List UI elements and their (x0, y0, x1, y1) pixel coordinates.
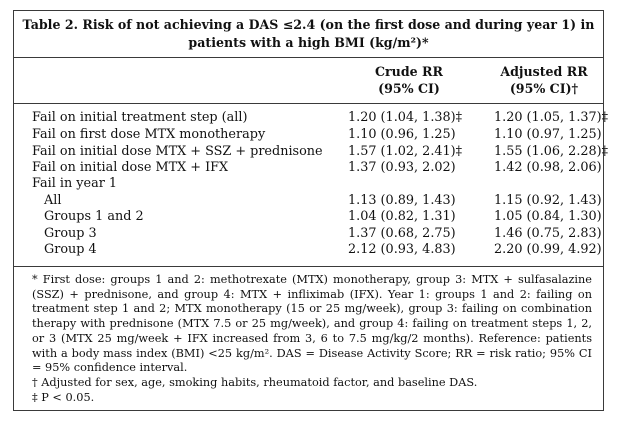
section-label: Fail in year 1 (32, 176, 118, 191)
table-row (14, 225, 603, 242)
title-divider (14, 57, 603, 58)
table-row (14, 159, 603, 176)
crude-rr-cell: 1.57 (1.02, 2.41)‡ (348, 144, 463, 159)
table-row (14, 143, 609, 160)
adjusted-rr-cell: 1.10 (0.97, 1.25) (494, 127, 602, 142)
crude-rr-cell: 1.10 (0.96, 1.25) (348, 127, 456, 142)
row-label: Fail on initial treatment step (all) (32, 110, 248, 125)
column-header-crude (344, 63, 474, 97)
adjusted-rr-cell: 1.46 (0.75, 2.83) (494, 226, 602, 241)
column-header-crude-line-1: Crude RR (375, 64, 443, 79)
table-row (14, 208, 603, 225)
column-header-adjusted (484, 63, 604, 97)
table-row-section (14, 175, 603, 192)
adjusted-rr-cell: 2.20 (0.99, 4.92) (494, 242, 602, 257)
table-row (14, 241, 603, 258)
column-header-crude-line-2: (95% CI) (378, 81, 440, 96)
table-row (14, 192, 603, 209)
table-title (14, 16, 603, 52)
column-header-adjusted-line-2: (95% CI)† (509, 81, 579, 96)
adjusted-rr-cell: 1.05 (0.84, 1.30) (494, 209, 602, 224)
row-label: Fail on initial dose MTX + SSZ + prednisone (32, 144, 323, 159)
table-row (14, 109, 609, 126)
footnote-double-dagger: ‡ P < 0.05. (32, 390, 95, 404)
footnotes (32, 273, 592, 405)
footnote-dagger: † Adjusted for sex, age, smoking habits, rheumatoid factor, and baseline DAS. (32, 375, 478, 389)
footnote-divider (14, 266, 603, 267)
footnote-star: * First dose: groups 1 and 2: methotrexate (MTX) monotherapy, group 3: MTX + sulfasalazine (SSZ) + prednisone, and group 4: MTX + infliximab (IFX). Year 1: groups 1 and 2: failing on treatment step 1 and 2; MTX monotherapy (15 or 25 mg/week), group 3: failing on combination therapy with prednisone (MTX 7.5 or 25 mg/week), and group 4: failing on treatment steps 1, 2, or 3 (MTX 25 mg/week + IFX increased from 3, 6 to 7.5 mg/kg/2 months). Reference: patients with a body mass index (BMI) <25 kg/m². DAS = Disease Activity Score; RR = risk ratio; 95% CI = 95% confidence interval. (32, 273, 592, 375)
row-label: Groups 1 and 2 (44, 209, 144, 224)
row-label: All (44, 193, 62, 208)
table-row (14, 126, 603, 143)
row-label: Fail on initial dose MTX + IFX (32, 160, 229, 175)
table-title-line-2: patients with a high BMI (kg/m²)* (188, 35, 429, 50)
adjusted-rr-cell: 1.55 (1.06, 2.28)‡ (494, 144, 609, 159)
crude-rr-cell: 1.04 (0.82, 1.31) (348, 209, 456, 224)
row-label: Group 3 (44, 226, 97, 241)
crude-rr-cell: 1.37 (0.68, 2.75) (348, 226, 456, 241)
row-label: Group 4 (44, 242, 97, 257)
table-title-line-1: Table 2. Risk of not achieving a DAS ≤2.4 (on the first dose and during year 1) in (22, 17, 595, 32)
crude-rr-cell: 1.37 (0.93, 2.02) (348, 160, 456, 175)
column-header-adjusted-line-1: Adjusted RR (500, 64, 588, 79)
crude-rr-cell: 1.13 (0.89, 1.43) (348, 193, 456, 208)
table-frame (13, 10, 609, 411)
crude-rr-cell: 2.12 (0.93, 4.83) (348, 242, 456, 257)
adjusted-rr-cell: 1.20 (1.05, 1.37)‡ (494, 110, 609, 125)
crude-rr-cell: 1.20 (1.04, 1.38)‡ (348, 110, 463, 125)
header-divider (14, 103, 603, 104)
adjusted-rr-cell: 1.42 (0.98, 2.06) (494, 160, 602, 175)
row-label: Fail on first dose MTX monotherapy (32, 127, 266, 142)
adjusted-rr-cell: 1.15 (0.92, 1.43) (494, 193, 602, 208)
